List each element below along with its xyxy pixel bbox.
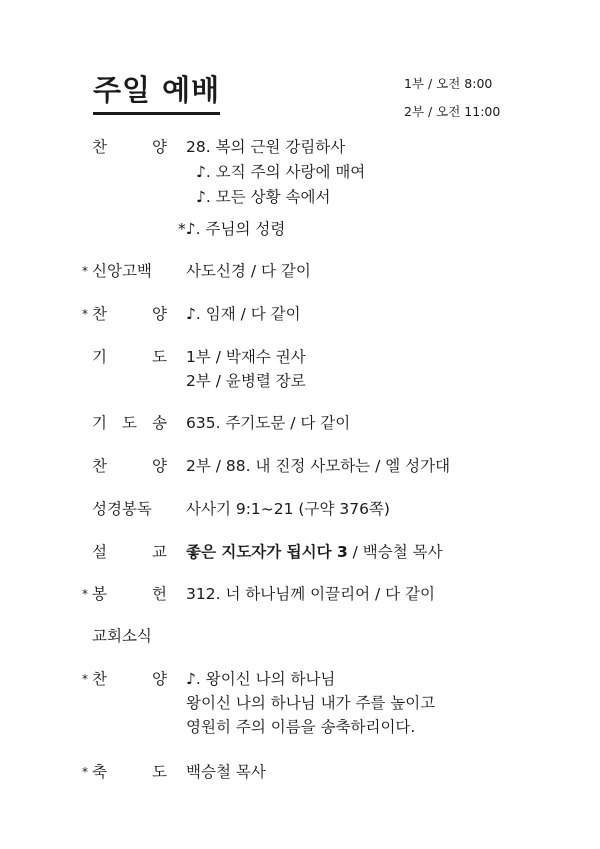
order-label-news: 교회소식 <box>92 627 152 645</box>
sermon-preacher: / 백승철 목사 <box>347 543 443 561</box>
prayer-line2: 2부 / 윤병렬 장로 <box>186 372 306 390</box>
hymn3-text: 2부 / 88. 내 진정 사모하는 / 엘 성가대 <box>186 457 451 475</box>
hymn1-line2: ♪. 오직 주의 사랑에 매여 <box>196 163 366 181</box>
page-title: 주일 예배 <box>93 70 220 115</box>
hymn4-line2: 왕이신 나의 하나님 내가 주를 높이고 <box>186 694 436 712</box>
service-time-first: 1부 / 오전 8:00 <box>404 76 493 91</box>
order-label-benediction: * 축 도 <box>82 763 167 781</box>
order-label-scripture: 성경봉독 <box>92 500 152 518</box>
scripture-text: 사사기 9:1~21 (구약 376쪽) <box>186 500 390 518</box>
service-times <box>404 70 500 126</box>
sermon-text <box>186 540 443 564</box>
hymn1-line3: ♪. 모든 상황 속에서 <box>196 188 331 206</box>
creed-text: 사도신경 / 다 같이 <box>186 262 311 280</box>
hymn1-line4: *♪. 주님의 성령 <box>178 220 286 238</box>
order-label-hymn4: * 찬 양 <box>82 670 167 688</box>
order-label-hymn2: * 찬 양 <box>82 305 167 323</box>
order-label-creed: * 신앙고백 <box>82 262 152 280</box>
hymn1-line1: 28. 복의 근원 강림하사 <box>186 138 346 156</box>
order-label-prayer-song: 기 도 송 <box>92 414 167 432</box>
offering-text: 312. 너 하나님께 이끌리어 / 다 같이 <box>186 585 435 603</box>
order-label-hymn1: 찬 양 <box>92 138 167 156</box>
order-label-offering: * 봉 헌 <box>82 585 167 603</box>
prayer-song-text: 635. 주기도문 / 다 같이 <box>186 414 351 432</box>
sermon-title: 좋은 지도자가 됩시다 3 <box>186 543 348 561</box>
order-label-prayer: 기 도 <box>92 348 167 366</box>
prayer-line1: 1부 / 박재수 권사 <box>186 348 306 366</box>
hymn4-line1: ♪. 왕이신 나의 하나님 <box>186 670 336 688</box>
hymn4-line3: 영원히 주의 이름을 송축하리이다. <box>186 718 416 736</box>
hymn2-text: ♪. 임재 / 다 같이 <box>186 305 301 323</box>
order-label-sermon: 설 교 <box>92 543 167 561</box>
service-time-second: 2부 / 오전 11:00 <box>404 104 501 119</box>
benediction-text: 백승철 목사 <box>186 763 266 781</box>
order-label-hymn3: 찬 양 <box>92 457 167 475</box>
